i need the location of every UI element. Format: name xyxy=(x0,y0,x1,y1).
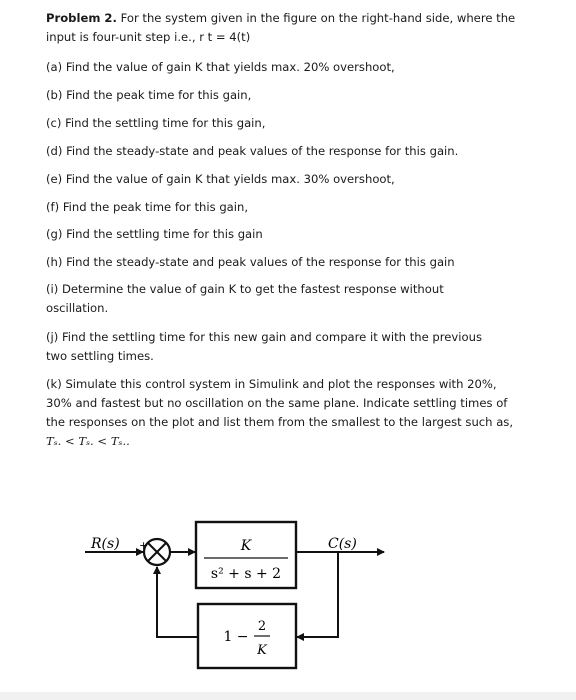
page-bottom-edge xyxy=(0,692,576,700)
feedback-path-right xyxy=(297,552,338,637)
item-d xyxy=(46,142,536,161)
item-text: Find the steady-state and peak values of the response for this gain xyxy=(66,255,455,269)
item-text: Find the peak time for this gain, xyxy=(62,200,249,214)
item-c xyxy=(46,114,536,133)
forward-numerator: K xyxy=(240,538,252,554)
problem-intro-line1 xyxy=(46,9,536,28)
item-text: Find the settling time for this gain, xyxy=(65,116,266,130)
item-text: Simulate this control system in Simulink and plot the responses with 20%, xyxy=(65,377,497,391)
item-b xyxy=(46,86,536,105)
item-label: (e) xyxy=(46,172,63,186)
item-label: (f) xyxy=(46,200,60,214)
item-h xyxy=(46,253,536,272)
item-text: Find the steady-state and peak values of the response for this gain. xyxy=(66,144,459,158)
item-label: (a) xyxy=(46,60,63,74)
item-k-line3: the responses on the plot and list them from the smallest to the largest such as, xyxy=(46,415,514,429)
plus-sign: + xyxy=(139,539,149,552)
item-label: (k) xyxy=(46,377,62,391)
item-j-line2: two settling times. xyxy=(46,349,154,363)
item-label: (g) xyxy=(46,227,63,241)
item-j-line1 xyxy=(46,328,536,347)
item-e xyxy=(46,170,536,189)
item-text: Find the settling time for this gain xyxy=(66,227,263,241)
feedback-one-minus: 1 − xyxy=(223,629,249,645)
forward-denominator: s² + s + 2 xyxy=(210,566,282,582)
block-diagram xyxy=(0,500,576,700)
item-label: (c) xyxy=(46,116,62,130)
item-label: (h) xyxy=(46,255,63,269)
item-f xyxy=(46,198,536,217)
feedback-path-left xyxy=(157,567,198,637)
item-label: (d) xyxy=(46,144,63,158)
item-a xyxy=(46,58,536,77)
feedback-fraction-denominator: K xyxy=(257,643,267,658)
problem-intro-text: For the system given in the figure on the right-hand side, where the xyxy=(120,11,516,25)
feedback-fraction-numerator: 2 xyxy=(257,619,267,634)
item-label: (j) xyxy=(46,330,59,344)
item-text: Find the value of gain K that yields max. 30% overshoot, xyxy=(65,172,395,186)
problem-intro-line2: input is four-unit step i.e., r t = 4(t) xyxy=(46,30,251,44)
item-k-line2: 30% and fastest but no oscillation on the same plane. Indicate settling times of xyxy=(46,396,508,410)
item-i-line1 xyxy=(46,280,536,299)
item-label: (i) xyxy=(46,282,59,296)
item-k-line1 xyxy=(46,375,536,394)
item-text: Find the settling time for this new gain and compare it with the previous xyxy=(61,330,482,344)
item-label: (b) xyxy=(46,88,63,102)
problem-title: Problem 2. xyxy=(46,11,117,25)
item-text: Find the peak time for this gain, xyxy=(66,88,252,102)
item-i-line2: oscillation. xyxy=(46,301,109,315)
item-text: Find the value of gain K that yields max. 20% overshoot, xyxy=(65,60,395,74)
item-g xyxy=(46,225,536,244)
output-label: C(s) xyxy=(328,536,357,552)
item-k-line4: Tₛ. < Tₛ. < Tₛ.. xyxy=(46,434,130,448)
input-label: R(s) xyxy=(91,536,120,552)
item-text: Determine the value of gain K to get the fastest response without xyxy=(61,282,444,296)
